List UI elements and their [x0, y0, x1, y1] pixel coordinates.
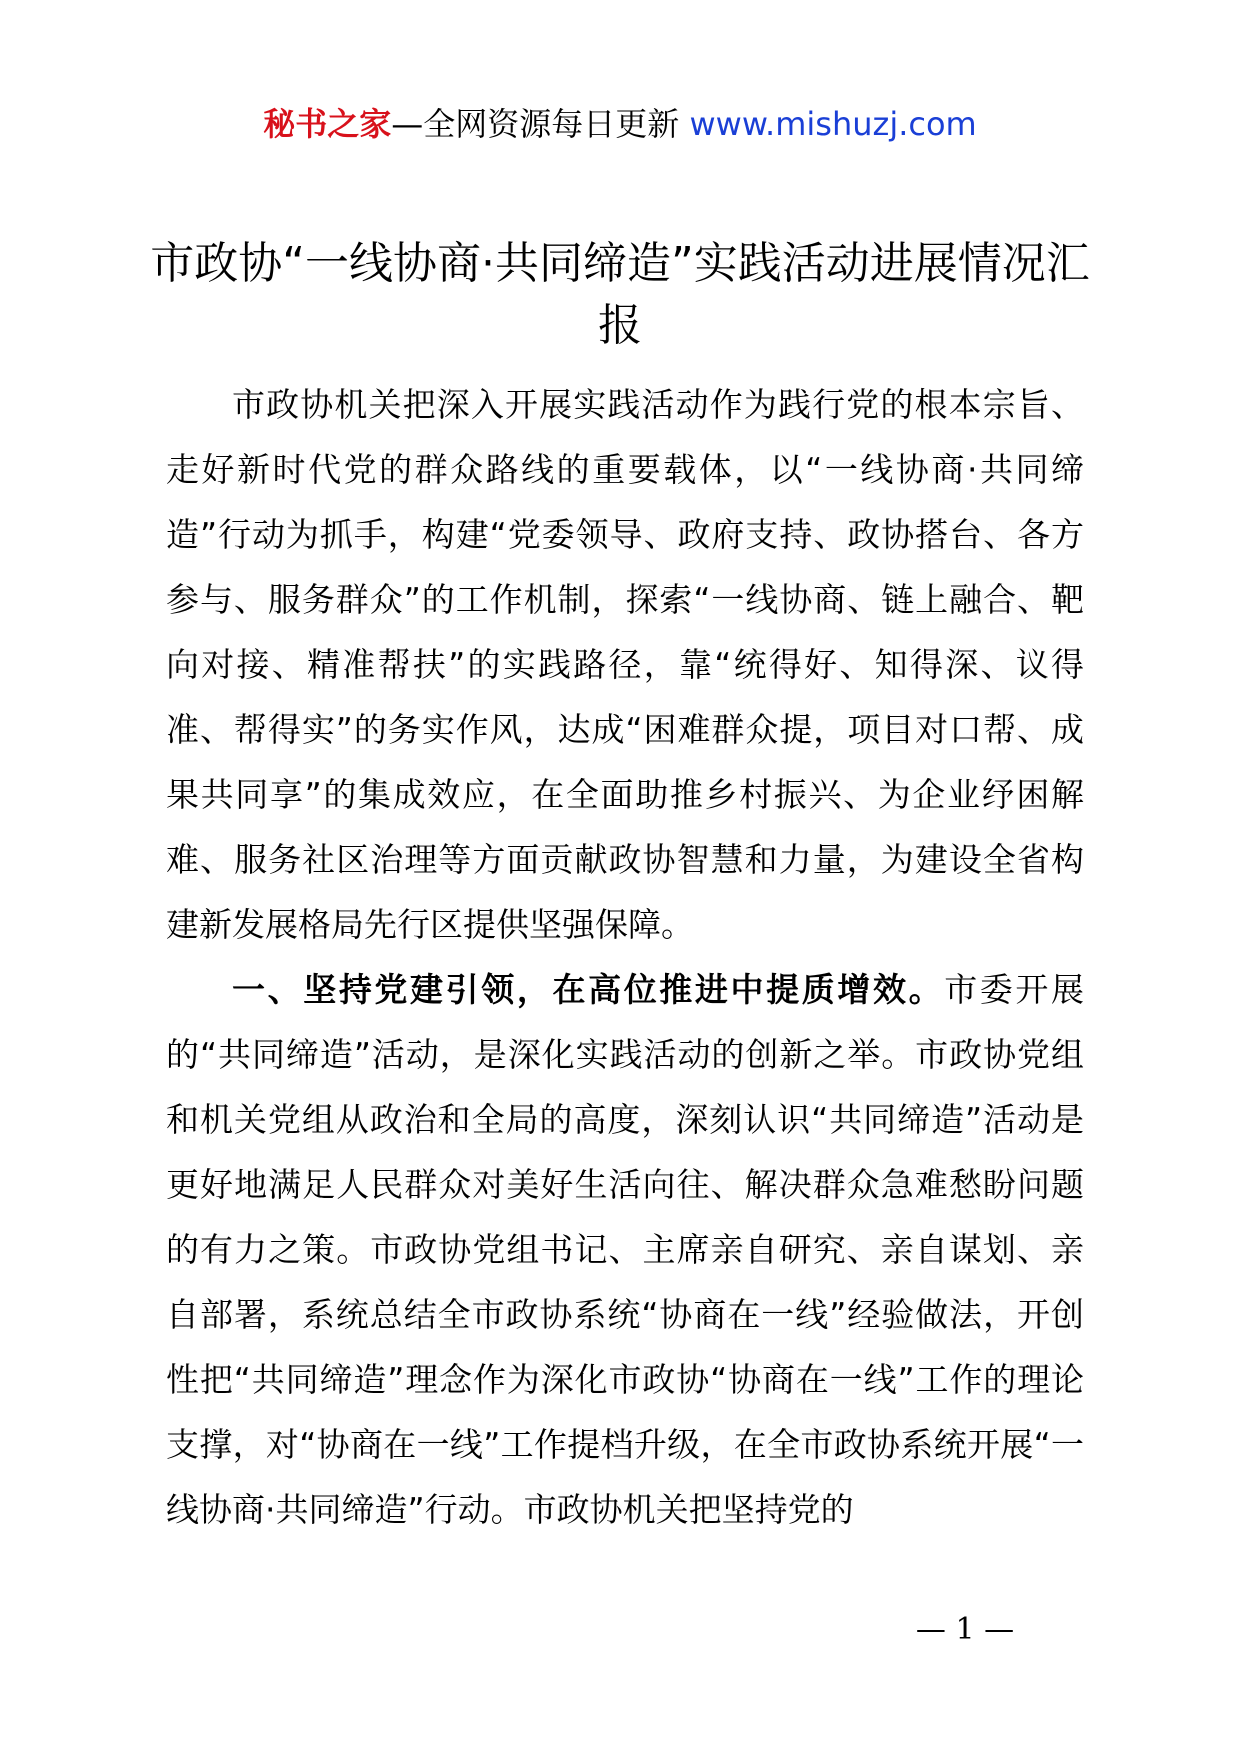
paragraph-intro: [166, 372, 1084, 957]
section-heading: 一、坚持党建引领，在高位推进中提质增效。: [232, 970, 945, 1009]
site-banner: [0, 101, 1240, 147]
paragraph-text: 市委开展的“共同缔造”活动，是深化实践活动的创新之举。市政协党组和机关党组从政治和全局的高度，深刻认识“共同缔造”活动是更好地满足人民群众对美好生活向往、解决群众急难愁盼问题的有力之策。市政协党组书记、主席亲自研究、亲自谋划、亲自部署，系统总结全市政协系统“协商在一线”经验做法，开创性把“共同缔造”理念作为深化市政协“协商在一线”工作的理论支撑，对“协商在一线”工作提档升级，在全市政协系统开展“一线协商·共同缔造”行动。市政协机关把坚持党的: [166, 970, 1085, 1529]
site-brand: 秘书之家: [263, 105, 392, 143]
paragraph-text: 市政协机关把深入开展实践活动作为践行党的根本宗旨、走好新时代党的群众路线的重要载体，以“一线协商·共同缔造”行动为抓手，构建“党委领导、政府支持、政协搭台、各方参与、服务群众”的工作机制，探索“一线协商、链上融合、靶向对接、精准帮扶”的实践路径，靠“统得好、知得深、议得准、帮得实”的务实作风，达成“困难群众提，项目对口帮、成果共同享”的集成效应，在全面助推乡村振兴、为企业纾困解难、服务社区治理等方面贡献政协智慧和力量，为建设全省构建新发展格局先行区提供坚强保障。: [166, 385, 1084, 944]
document-title: 市政协“一线协商·共同缔造”实践活动进展情况汇报: [150, 238, 1090, 351]
page-number: — 1 —: [915, 1612, 1015, 1647]
paragraph-section-1: [166, 957, 1084, 1542]
site-slogan: —全网资源每日更新: [391, 105, 690, 143]
document-body: [166, 372, 1084, 1542]
site-url[interactable]: www.mishuzj.com: [689, 105, 977, 143]
